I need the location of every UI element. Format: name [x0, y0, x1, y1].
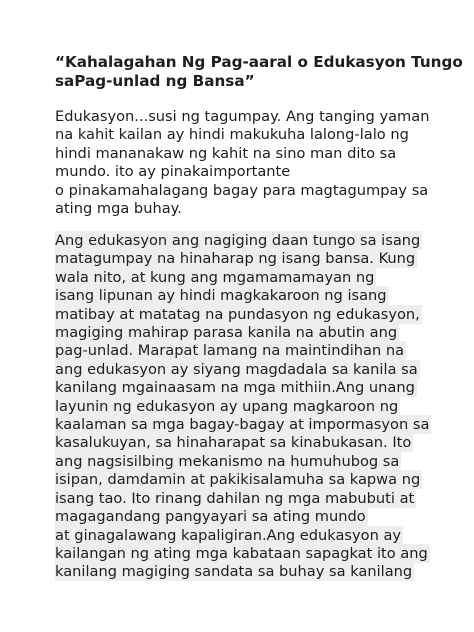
- title-line: “Kahalagahan Ng Pag-aaral o Edukasyon Tungo: [55, 53, 463, 71]
- highlighted-text: ang edukasyon ay siyang magdadala sa kanila sa: [55, 360, 418, 378]
- highlighted-text: matagumpay na hinaharap ng isang bansa. Kung: [55, 250, 416, 268]
- title-line: saPag-unlad ng Bansa”: [55, 72, 255, 90]
- document-title: [55, 53, 463, 91]
- body-paragraph: [55, 232, 465, 582]
- intro-line: na kahit kailan ay hindi makukuha lalong-lalo ng: [55, 126, 409, 144]
- highlighted-text: Ang edukasyon ang nagiging daan tungo sa isang: [55, 232, 421, 249]
- body-line: [55, 379, 465, 397]
- highlighted-text: at ginagalawang kapaligiran.Ang edukasyon ay: [55, 526, 402, 544]
- intro-line: o pinakamahalagang bagay para magtagumpay sa: [55, 181, 429, 199]
- highlighted-text: kaalaman sa mga bagay-bagay at impormasyon sa: [55, 416, 430, 434]
- body-line: [55, 453, 465, 471]
- body-line: [55, 269, 465, 287]
- intro-paragraph: [55, 108, 465, 218]
- body-line: [55, 361, 465, 379]
- highlighted-text: kasalukuyan, sa hinaharapat sa kinabukasan. Ito: [55, 434, 412, 452]
- highlighted-text: wala nito, at kung ang mgamamamayan ng: [55, 268, 375, 286]
- body-line: [55, 508, 465, 526]
- body-line: [55, 490, 465, 508]
- highlighted-text: magiging mahirap parasa kanila na abutin ang: [55, 324, 398, 342]
- body-line: [55, 398, 465, 416]
- highlighted-text: kanilang magiging sandata sa buhay sa kanilang: [55, 563, 413, 581]
- body-line: [55, 527, 465, 545]
- body-line: [55, 563, 465, 581]
- highlighted-text: isipan, damdamin at pakikisalamuha sa kapwa ng: [55, 471, 421, 489]
- body-line: [55, 306, 465, 324]
- intro-line: ating mga buhay.: [55, 200, 182, 218]
- body-line: [55, 232, 465, 250]
- intro-line: mundo. ito ay pinakaimportante: [55, 163, 291, 181]
- body-line: [55, 434, 465, 452]
- highlighted-text: ang nagsisilbing mekanismo na humuhubog sa: [55, 452, 400, 470]
- intro-line: Edukasyon...susi ng tagumpay. Ang tanging yaman: [55, 108, 430, 125]
- intro-line: hindi mananakaw ng kahit na sino man dito sa: [55, 144, 397, 162]
- body-line: [55, 324, 465, 342]
- highlighted-text: isang lipunan ay hindi magkakaroon ng isang: [55, 287, 387, 305]
- highlighted-text: pag-unlad. Marapat lamang na maintindihan na: [55, 342, 405, 360]
- body-line: [55, 471, 465, 489]
- highlighted-text: matibay at matatag na pundasyon ng edukasyon,: [55, 305, 420, 323]
- highlighted-text: layunin ng edukasyon ay upang magkaroon ng: [55, 397, 399, 415]
- body-line: [55, 250, 465, 268]
- highlighted-text: isang tao. Ito rinang dahilan ng mga mabubuti at: [55, 489, 415, 507]
- body-line: [55, 342, 465, 360]
- highlighted-text: magagandang pangyayari sa ating mundo: [55, 508, 366, 526]
- highlighted-text: kanilang mgainaasam na mga mithiin.Ang unang: [55, 379, 415, 397]
- highlighted-text: kailangan ng ating mga kabataan sapagkat ito ang: [55, 544, 428, 562]
- body-line: [55, 545, 465, 563]
- body-line: [55, 287, 465, 305]
- body-line: [55, 416, 465, 434]
